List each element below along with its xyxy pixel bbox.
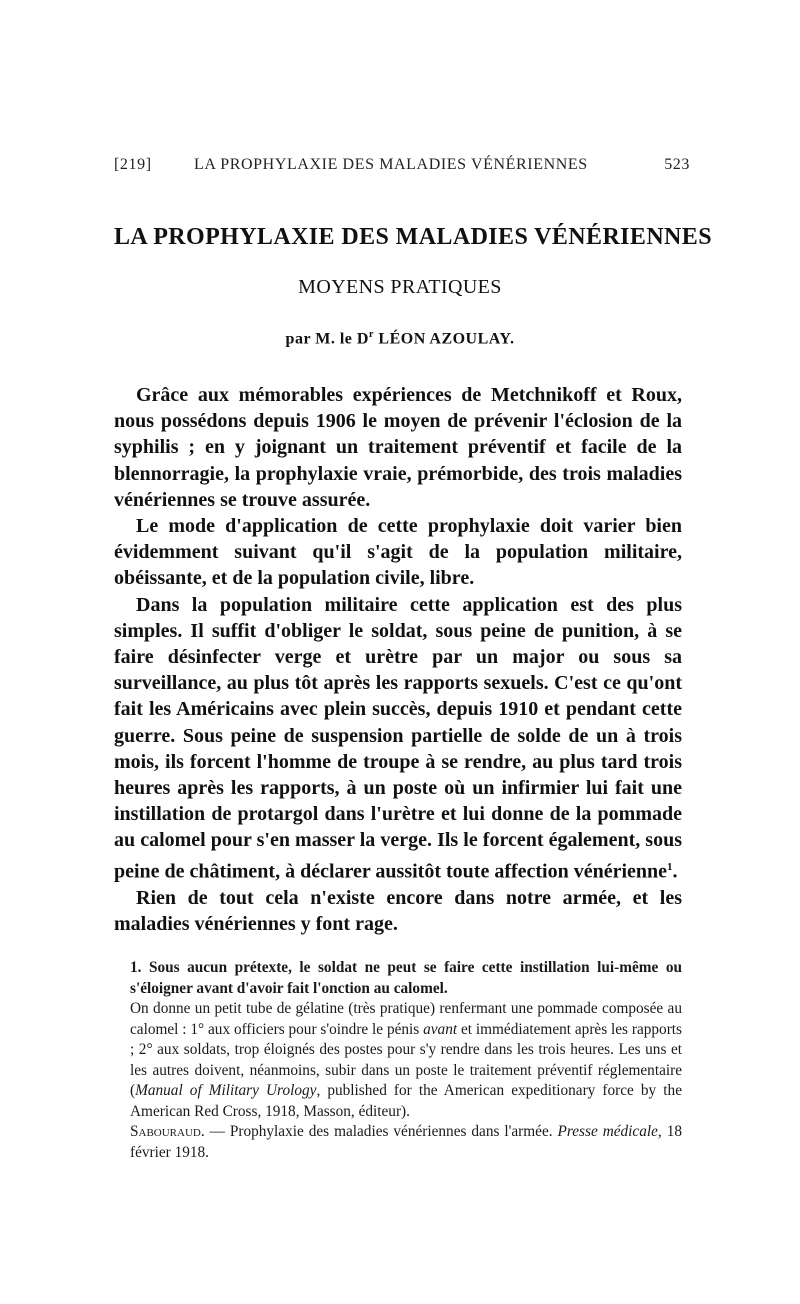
author-name: LÉON AZOULAY.: [373, 330, 515, 348]
paragraph-2: Le mode d'application de cette prophylaxie doit varier bien évidemment suivant qu'il s'agit de la population militaire, obéissante, et de la population civile, libre.: [114, 515, 682, 590]
paragraph-3: [114, 592, 682, 885]
fn1-emphasis-avant: avant: [423, 1020, 458, 1038]
author-title-sup: r: [368, 329, 374, 340]
paragraph-1: Grâce aux mémorables expériences de Metchnikoff et Roux, nous possédons depuis 1906 le moyen de prévenir l'éclosion de la syphilis ; en y joignant un traitement préventif et facile de la blennorragie, la prophylaxie vraie, prémorbide, des trois maladies vénériennes se trouve assurée.: [114, 384, 682, 511]
fn1-text-c: , published for the American expeditionary force by the American Red Cross, 1918, Masson, éditeur).: [130, 1082, 682, 1120]
fn2-text-a: — Prophylaxie des maladies vénériennes dans l'armée.: [204, 1123, 558, 1140]
article-body: [114, 382, 682, 937]
fn2-journal: Presse médicale: [557, 1123, 658, 1140]
footnote-2: [130, 1122, 682, 1163]
fn1-book-title: Manual of Military Urology: [135, 1082, 317, 1099]
fn1-text-b: et immédiatement après les rapports ; 2° aux soldats, trop éloignés des postes pour s'y rendre dans les trois heures. Les uns et les autres doivent, néanmoins, subir dans un poste le traitement préventif réglementaire (: [130, 1020, 682, 1099]
fn2-text-b: , 18 février 1918.: [130, 1123, 682, 1161]
paragraph-4: Rien de tout cela n'existe encore dans notre armée, et les maladies vénériennes y font rage.: [114, 886, 682, 935]
page-number: 523: [664, 156, 690, 173]
footnotes: [130, 958, 682, 1163]
author-prefix: par M. le D: [285, 330, 369, 348]
footnote-reference: 1: [667, 860, 673, 873]
footnote-1-intro: 1. Sous aucun prétexte, le soldat ne peut se faire cette instillation lui-même ou s'éloigner avant d'avoir fait l'onction au calomel.: [130, 959, 682, 997]
footnote-1-body: [130, 999, 682, 1122]
article-subtitle: MOYENS PRATIQUES: [298, 276, 502, 298]
paragraph-3-text: Dans la population militaire cette application est des plus simples. Il suffit d'obliger le soldat, sous peine de punition, à se faire désinfecter verge et urètre par un major ou sous sa surveillance, au plus tôt après les rapports sexuels. C'est ce qu'ont fait les Américains avec plein succès, depuis 1910 et pendant cette guerre. Sous peine de suspension partielle de solde de un à trois mois, ils forcent l'homme de troupe à se rendre, au plus tard trois heures après les rapports, à un poste où un infirmier lui fait une instillation de protargol dans l'urètre et lui donne de la pommade au calomel pour s'en masser la verge. Ils le forcent également, sous peine de châtiment, à déclarer aussitôt toute affection vénérienne: [114, 593, 682, 883]
running-title: LA PROPHYLAXIE DES MALADIES VÉNÉRIENNES: [194, 156, 588, 173]
page-reference: [219]: [114, 156, 152, 173]
article-author: [0, 329, 800, 348]
running-header: [114, 156, 690, 178]
paragraph-3-end: .: [672, 860, 678, 883]
fn2-author: Sabouraud.: [130, 1123, 205, 1140]
article-title: LA PROPHYLAXIE DES MALADIES VÉNÉRIENNES: [114, 224, 712, 250]
fn1-text-a: On donne un petit tube de gélatine (très pratique) renfermant une pommade composée au calomel : 1° aux officiers pour s'oindre le pénis: [130, 1000, 682, 1038]
